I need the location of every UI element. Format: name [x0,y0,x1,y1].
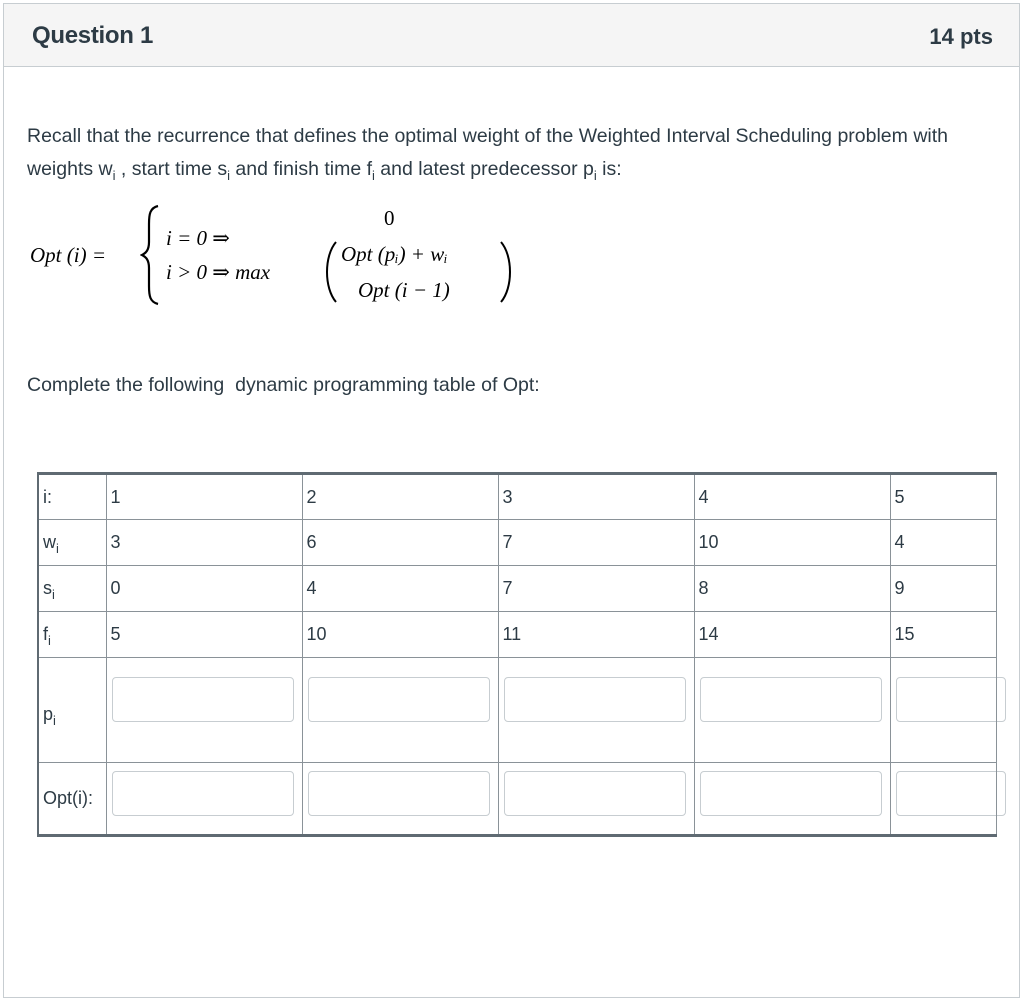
table-cell: 6 [302,520,498,566]
table-cell: 15 [890,612,996,658]
table-cell: 3 [106,520,302,566]
formula-lhs: Opt (i) = [30,243,106,267]
answer-cell [694,658,890,763]
option-2: Opt (i − 1) [358,278,450,302]
left-brace-icon [140,204,162,306]
table-cell: 11 [498,612,694,658]
table-cell: 8 [694,566,890,612]
answer-cell [302,658,498,763]
opt-answer-input-2[interactable] [308,771,490,816]
left-paren-icon [320,240,340,304]
case-2-condition: i > 0 ⇒ max [166,260,271,284]
question-title: Question 1 [32,22,154,49]
table-row-p [38,658,996,763]
table-cell: 10 [694,520,890,566]
table-cell: 7 [498,520,694,566]
row-label-p [38,658,106,763]
text-part-3: and finish time f [230,158,372,180]
row-label-text: p [43,703,54,724]
table-row-w [38,520,996,566]
opt-answer-input-3[interactable] [504,771,686,816]
answer-cell [694,763,890,836]
table-cell: 10 [302,612,498,658]
row-label-text: s [43,578,52,598]
table-cell: 0 [106,566,302,612]
question-text [27,120,957,186]
option-1: Opt (pᵢ) + wᵢ [341,242,448,266]
table-cell: 5 [890,474,996,520]
p-subscript: i [593,168,597,183]
table-cell: 3 [498,474,694,520]
table-cell: 14 [694,612,890,658]
row-label-text: w [43,532,56,552]
table-row-i [38,474,996,520]
table-cell: 4 [302,566,498,612]
row-label-i [38,474,106,520]
p-answer-input-3[interactable] [504,677,686,722]
answer-cell [302,763,498,836]
row-label-subscript: i [48,633,51,648]
table-row-opt [38,763,996,836]
row-label-text: Opt(i): [43,788,94,808]
opt-answer-input-5[interactable] [896,771,1006,816]
row-label-subscript: i [53,712,56,728]
text-part-1: Recall that the recurrence that defines the optimal weight of the Weighted Interval Scheduling problem with weights w [27,125,948,180]
right-paren-icon [497,240,517,304]
case-1-condition: i = 0 ⇒ [166,226,230,250]
answer-cell [498,763,694,836]
opt-answer-input-1[interactable] [112,771,294,816]
answer-cell [106,763,302,836]
text-part-4: and latest predecessor p [374,158,594,180]
table-cell: 9 [890,566,996,612]
recurrence-formula [28,196,548,311]
table-cell: 4 [694,474,890,520]
row-label-subscript: i [52,587,55,602]
row-label-subscript: i [56,541,59,556]
text-part-2: , start time s [115,158,228,180]
answer-cell [498,658,694,763]
p-answer-input-5[interactable] [896,677,1006,722]
table-cell: 1 [106,474,302,520]
text-part-5: is: [596,158,622,180]
table-cell: 5 [106,612,302,658]
table-cell: 7 [498,566,694,612]
table-row-f [38,612,996,658]
f-subscript: i [372,168,375,183]
row-label-text: f [43,624,49,644]
answer-cell [106,658,302,763]
row-label-w [38,520,106,566]
p-answer-input-1[interactable] [112,677,294,722]
answer-cell [890,763,996,836]
row-label-opt [38,763,106,836]
table-cell: 2 [302,474,498,520]
row-label-s [38,566,106,612]
s-subscript: i [227,168,231,183]
case-1-value: 0 [384,206,395,230]
table-cell: 4 [890,520,996,566]
question-header [4,4,1019,67]
p-answer-input-4[interactable] [700,677,882,722]
w-subscript: i [112,168,116,183]
question-points: 14 pts [929,24,993,49]
p-answer-input-2[interactable] [308,677,490,722]
instruction-text: Complete the following dynamic programming table of Opt: [27,374,540,396]
row-label-text: i: [43,486,52,507]
opt-answer-input-4[interactable] [700,771,882,816]
dp-table [37,472,997,837]
table-row-s [38,566,996,612]
row-label-f [38,612,106,658]
answer-cell [890,658,996,763]
